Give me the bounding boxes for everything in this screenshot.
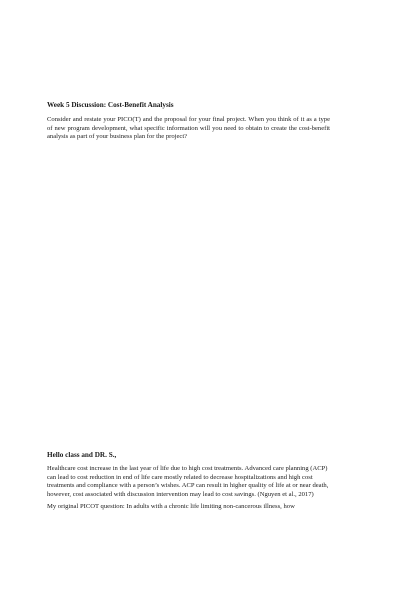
discussion-prompt-section	[47, 101, 330, 142]
reply-paragraph-cost: Healthcare cost increase in the last year of life due to high cost treatments. Advanced care planning (ACP) can lead to cost reduction in end of life care mostly related to decrease hospitalizations and high cost treatments and compliance with a person’s wishes. ACP can result in higher quality of life at or near death, however, cost associated with discussion intervention may lead to cost savings. (Nguyen et al., 2017)	[47, 465, 329, 498]
discussion-heading: Week 5 Discussion: Cost-Benefit Analysis	[47, 101, 174, 109]
reply-paragraph-picot: My original PICOT question: In adults with a chronic life limiting non-cancerous illness, how	[47, 503, 295, 511]
discussion-prompt-text: Consider and restate your PICO(T) and the proposal for your final project. When you think of it as a type of new program development, what specific information will you need to obtain to create the cost-benefit analysis as part of your business plan for the project?	[47, 116, 330, 141]
discussion-reply-section	[47, 451, 330, 512]
reply-greeting: Hello class and DR. S.,	[47, 451, 117, 459]
